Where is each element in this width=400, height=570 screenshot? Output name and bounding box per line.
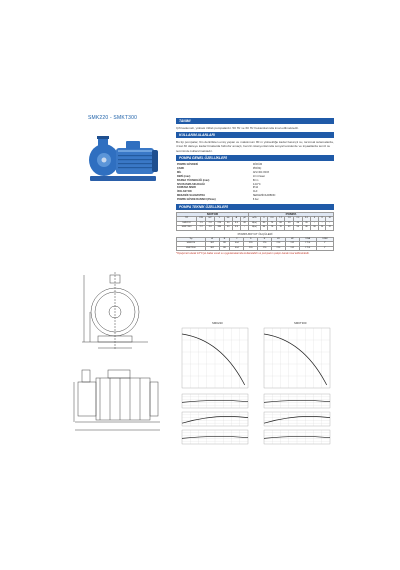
column-header: C — [230, 237, 244, 242]
column-header: 8 — [318, 217, 326, 222]
spec-value: 10 m³/saat — [252, 174, 265, 178]
pompa-header: POMPA — [249, 212, 334, 217]
spec-value: IP44 — [252, 186, 258, 190]
dimensions-table — [176, 237, 334, 252]
spec-value: SERAMİK/KARBON — [252, 194, 276, 198]
table-cell: 12 — [326, 226, 334, 231]
column-header: E — [258, 237, 272, 242]
chart-title-left: SMK220 — [212, 321, 223, 325]
table-cell: SMK220 — [177, 221, 197, 226]
table-cell: 40 — [241, 221, 249, 226]
note-text: *Opsiyonel olarak 10°C'ye kadar sıcak su uygulamalarında kullanılabilir ve pompanın çalıştı ıkarak imal edilmektedir. — [176, 252, 310, 256]
performance-charts — [176, 318, 336, 448]
model-title: SMK220 - SMKT300 — [88, 115, 138, 121]
chart-npsh-right — [264, 430, 330, 444]
table-cell: SMK220 — [177, 242, 206, 247]
table-cell: 70 — [276, 226, 285, 231]
spec-key: SIVI BASMA SICAKLIĞI — [177, 182, 205, 186]
column-header: μF — [241, 217, 249, 222]
table-cell: - — [326, 221, 334, 226]
table-cell: 176 — [258, 246, 272, 251]
column-header: V — [215, 217, 225, 222]
table-cell: 46 — [302, 226, 311, 231]
section-heading-genel: POMPA GENEL ÖZELLİKLERİ — [176, 155, 334, 161]
spec-key: BASMA YÜKSEKLİĞİ (max) — [177, 178, 210, 182]
spec-key: MİL — [177, 170, 182, 174]
technical-drawings — [70, 270, 170, 445]
column-header: KW — [196, 217, 205, 222]
table-cell: 132 — [285, 242, 299, 247]
table-cell: 1.5 — [196, 221, 205, 226]
column-header: m³/h — [249, 217, 261, 222]
table-cell: 1" — [316, 242, 333, 247]
chart-power-left — [182, 394, 248, 408]
table-cell: 362 — [205, 242, 219, 247]
table-cell: 2.2 — [196, 226, 205, 231]
table-cell: H(m) — [249, 226, 261, 231]
column-header: HP — [206, 217, 215, 222]
column-header: H2 — [285, 237, 299, 242]
table-cell: 220 — [215, 221, 225, 226]
chart-curve — [182, 334, 245, 385]
table-cell: 55 — [285, 221, 294, 226]
spec-key: KORUMA SINIFI — [177, 186, 196, 190]
table-cell: 380 — [215, 226, 225, 231]
table-cell: 80 — [260, 221, 268, 226]
table-cell: 1"1/4 — [299, 242, 316, 247]
chart-npsh-left — [182, 430, 248, 444]
spec-value: 80 m — [252, 178, 259, 182]
pump-photo — [82, 128, 162, 188]
column-header: 10 — [326, 217, 334, 222]
table-row — [177, 226, 334, 231]
column-header: A — [205, 237, 219, 242]
dimensions-caption: POMPA BOYUT ÖLÇÜLERİ — [237, 231, 273, 236]
table-cell: SMKT300 — [177, 246, 206, 251]
column-header: 0.6 — [268, 217, 277, 222]
table-cell: 24 — [318, 226, 326, 231]
section-heading-kullanim: KULLANIM ALANLARI — [176, 132, 334, 138]
table-cell: 74 — [268, 221, 277, 226]
column-header: B — [219, 237, 230, 242]
spec-row — [176, 198, 334, 202]
column-header: 1.8 — [285, 217, 294, 222]
column-header: 2.4 — [294, 217, 303, 222]
column-header: 3.0 — [302, 217, 311, 222]
chart-eff-right — [264, 412, 330, 426]
table-cell: 1" — [316, 246, 333, 251]
spec-value: 8 bar — [252, 198, 259, 202]
table-cell: - — [318, 221, 326, 226]
table-row — [177, 246, 334, 251]
column-header: Tip — [177, 237, 206, 242]
performance-table — [176, 212, 334, 231]
chart-head-left — [182, 328, 248, 388]
table-cell: 362 — [205, 246, 219, 251]
column-header: D — [244, 237, 258, 242]
spec-key: POMPA GÖVDE BASINCI (Pmax) — [177, 198, 216, 202]
table-cell: 62 — [285, 226, 294, 231]
column-header: 6 — [311, 217, 319, 222]
tanimi-text: Çift kademeli, yüksek irtifalı pompalardır. 50 Hz ve 60 Hz frekanslarında imal edilmektedir. — [176, 126, 299, 130]
kullanim-text: Bu tip pompalar, 6m derinlikten emiş yapan ve maksimum 80 m yüksekliğe kadar basınçlı su, tarımsal sulamalarda, 4 kat 30 daireye kadar binalarda hidrofor amaçlı, benzin istasyonlarında sosyal tesislerde ve inşaatlarda temiz su temininde kullanılmaktadır. — [176, 140, 334, 153]
table-cell: - — [241, 226, 249, 231]
spec-value: DÖKÜM — [252, 163, 263, 167]
table-cell: 404 — [230, 242, 244, 247]
spec-key: İZOLASYON — [177, 190, 192, 194]
table-cell: 220 — [244, 242, 258, 247]
table-cell: 3.0 — [206, 226, 215, 231]
table-cell: 176 — [258, 242, 272, 247]
column-header: Hz — [224, 217, 232, 222]
spec-value: AISI 304 INOX — [252, 170, 270, 174]
general-spec-table — [176, 163, 334, 202]
chart-head-right — [264, 328, 330, 388]
spec-value: PİRİNÇ — [252, 167, 262, 170]
column-header: TİP — [177, 217, 197, 222]
table-cell: 54 — [294, 226, 303, 231]
spec-key: ÇARK — [177, 167, 185, 170]
section-heading-teknik: POMPA TEKNİK ÖZELLİKLERİ — [176, 204, 334, 210]
column-header: H1 — [271, 237, 285, 242]
table-cell: 88 — [219, 242, 230, 247]
table-cell: 210 — [271, 246, 285, 251]
spec-value: 0-40°C — [252, 182, 261, 186]
table-cell: H(m) — [249, 221, 261, 226]
table-cell: 35 — [302, 221, 311, 226]
table-cell: 50 — [224, 221, 232, 226]
spec-key: DEBİ (max) — [177, 174, 191, 178]
table-cell: 1"1/4 — [299, 246, 316, 251]
spec-value: CLF — [252, 190, 258, 194]
table-cell: - — [311, 221, 319, 226]
table-cell: 36 — [311, 226, 319, 231]
chart-power-right — [264, 394, 330, 408]
table-cell: 220 — [244, 246, 258, 251]
column-header: DNA — [299, 237, 316, 242]
section-heading-tanimi: TANIMI — [176, 118, 334, 124]
table-cell: 50 — [224, 226, 232, 231]
table-cell: 210 — [271, 242, 285, 247]
column-header: 1.2 — [276, 217, 285, 222]
chart-curve — [264, 334, 327, 385]
chart-eff-left — [182, 412, 248, 426]
spec-key: MEKANİK SALMASTRA — [177, 194, 206, 198]
table-cell: SMKT300 — [177, 226, 197, 231]
table-cell: 84 — [260, 226, 268, 231]
chart-title-right: SMKT300 — [294, 321, 307, 325]
spec-key: POMPA GÖVDESİ — [177, 163, 198, 167]
right-column — [176, 118, 334, 256]
column-header: 0 — [260, 217, 268, 222]
table-cell: 404 — [230, 246, 244, 251]
column-header: A — [232, 217, 241, 222]
table-cell: 9.4 — [232, 221, 241, 226]
motor-header: MOTOR — [177, 212, 249, 217]
column-header: DNM — [316, 237, 333, 242]
table-cell: 132 — [285, 246, 299, 251]
table-cell: 46 — [294, 221, 303, 226]
table-cell: 4.8 — [232, 226, 241, 231]
table-cell: 88 — [219, 246, 230, 251]
table-cell: 2.0 — [206, 221, 215, 226]
table-cell: 78 — [268, 226, 277, 231]
table-cell: 66 — [276, 221, 285, 226]
